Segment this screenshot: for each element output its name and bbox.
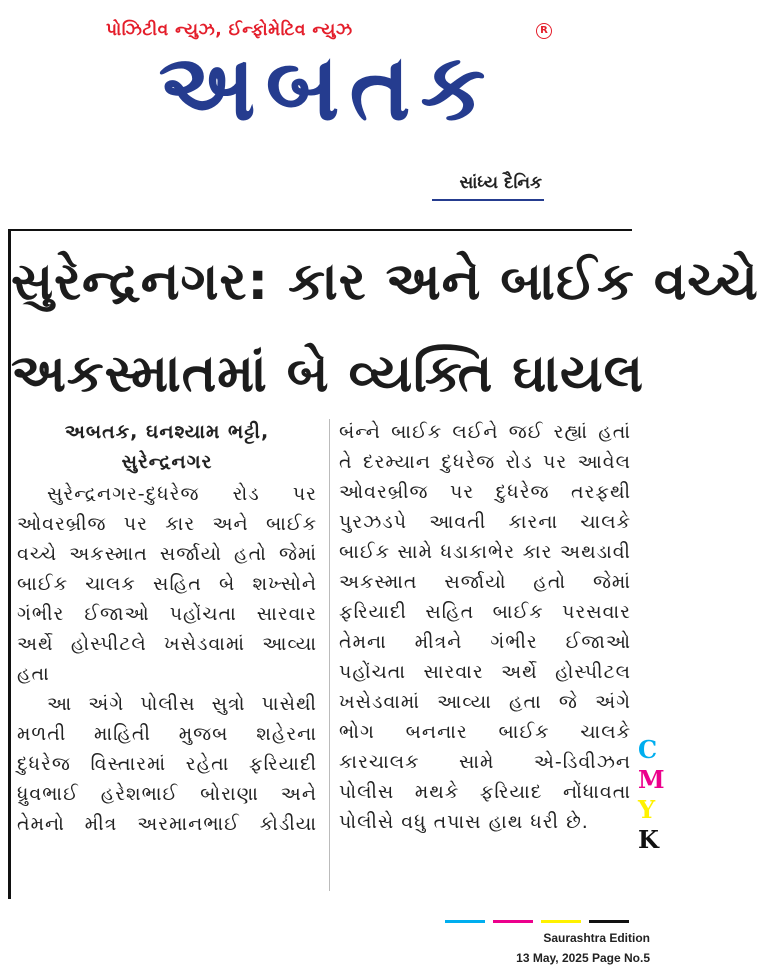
body-line: બાઈક ચાલક સહિત બે શખ્સોને — [17, 573, 317, 595]
body-line: ગંભીર ઈજાઓ પહોંચતા સારવાર — [17, 603, 317, 625]
body-line: કારચાલક સામે એ-ડિવીઝન — [339, 751, 631, 773]
body-line: ખસેડવામાં આવ્યા હતા જે અંગે — [339, 691, 631, 713]
body-line: ધ્રુવભાઈ હરેશભાઈ બોરાણા અને — [17, 783, 317, 805]
registration-bar-black — [589, 920, 629, 923]
registration-bar-magenta — [493, 920, 533, 923]
edition-label: સાંધ્ય દૈનિક — [459, 173, 542, 193]
cmyk-letter-k: K — [638, 825, 659, 854]
masthead — [0, 0, 659, 205]
footer-edition: Saurashtra Edition — [543, 931, 650, 945]
byline-location: સુરેન્દ્રનગર — [121, 451, 213, 473]
body-line: પહોંચતા સારવાર અર્થે હોસ્પીટલ — [339, 661, 631, 683]
cmyk-letter-c: C — [638, 735, 658, 764]
body-line: બંન્ને બાઈક લઈને જઈ રહ્યાં હતાં — [339, 421, 631, 443]
headline-line-2: અકસ્માતમાં બે વ્યક્તિ ઘાયલ — [11, 344, 644, 404]
body-line: વચ્ચે અકસ્માત સર્જાયો હતો જેમાં — [17, 543, 317, 565]
body-line: દુધરેજ વિસ્તારમાં રહેતા ફરિયાદી — [17, 753, 317, 775]
brand-logo: અબતક — [158, 34, 496, 141]
byline — [17, 417, 317, 477]
body-line: ઓવરબ્રીજ પર દુધરેજ તરફથી — [339, 481, 631, 503]
body-line: તેમના મીત્રને ગંભીર ઈજાઓ — [339, 631, 631, 653]
body-line: ફરિયાદી સહિત બાઈક પરસવાર — [339, 601, 631, 623]
body-line: હતા — [17, 663, 50, 685]
body-line: આ અંગે પોલીસ સુત્રો પાસેથી — [47, 693, 317, 715]
body-line: પોલીસે વધુ તપાસ હાથ ધરી છે. — [339, 811, 589, 833]
article-column-right — [339, 417, 631, 837]
footer-date-page: 13 May, 2025 Page No.5 — [516, 951, 650, 965]
headline-line-1: સુરેન્દ્રનગર: કાર અને બાઈક વચ્ચે — [11, 252, 759, 312]
body-line: તે દરમ્યાન દુધરેજ રોડ પર આવેલ — [339, 451, 631, 473]
body-line: અકસ્માત સર્જાયો હતો જેમાં — [339, 571, 631, 593]
body-line: પુરઝડપે આવતી કારના ચાલકે — [339, 511, 631, 533]
body-line: પોલીસ મથકે ફરિયાદ નોંધાવતા — [339, 781, 631, 803]
byline-author: અબતક, ઘનશ્યામ ભટ્ટી, — [64, 421, 270, 443]
body-line: મળતી માહિતી મુજબ શહેરના — [17, 723, 317, 745]
body-line: તેમનો મીત્ર અરમાનભાઈ કોડીયા — [17, 813, 317, 835]
body-line: ભોગ બનનાર બાઈક ચાલકે — [339, 721, 631, 743]
body-line: અર્થે હોસ્પીટલે ખસેડવામાં આવ્યા — [17, 633, 317, 655]
body-line: સુરેન્દ્રનગર-દુધરેજ રોડ પર — [47, 483, 317, 505]
cmyk-letter-m: M — [638, 765, 665, 794]
body-line: બાઈક સામે ધડાકાભેર કાર અથડાવી — [339, 541, 631, 563]
registration-bar-yellow — [541, 920, 581, 923]
edition-rule — [432, 199, 544, 201]
tagline: પોઝિટીવ ન્યુઝ, ઈન્ફોમેટિવ ન્યુઝ — [106, 20, 353, 40]
registered-mark-icon: R — [536, 23, 552, 39]
cmyk-letter-y: Y — [638, 795, 656, 824]
cmyk-color-marks — [638, 735, 665, 855]
article-column-left — [17, 417, 317, 839]
registration-color-bars — [445, 920, 629, 923]
registration-bar-cyan — [445, 920, 485, 923]
body-line: ઓવરબ્રીજ પર કાર અને બાઈક — [17, 513, 317, 535]
column-divider — [329, 419, 330, 891]
article — [8, 229, 759, 899]
